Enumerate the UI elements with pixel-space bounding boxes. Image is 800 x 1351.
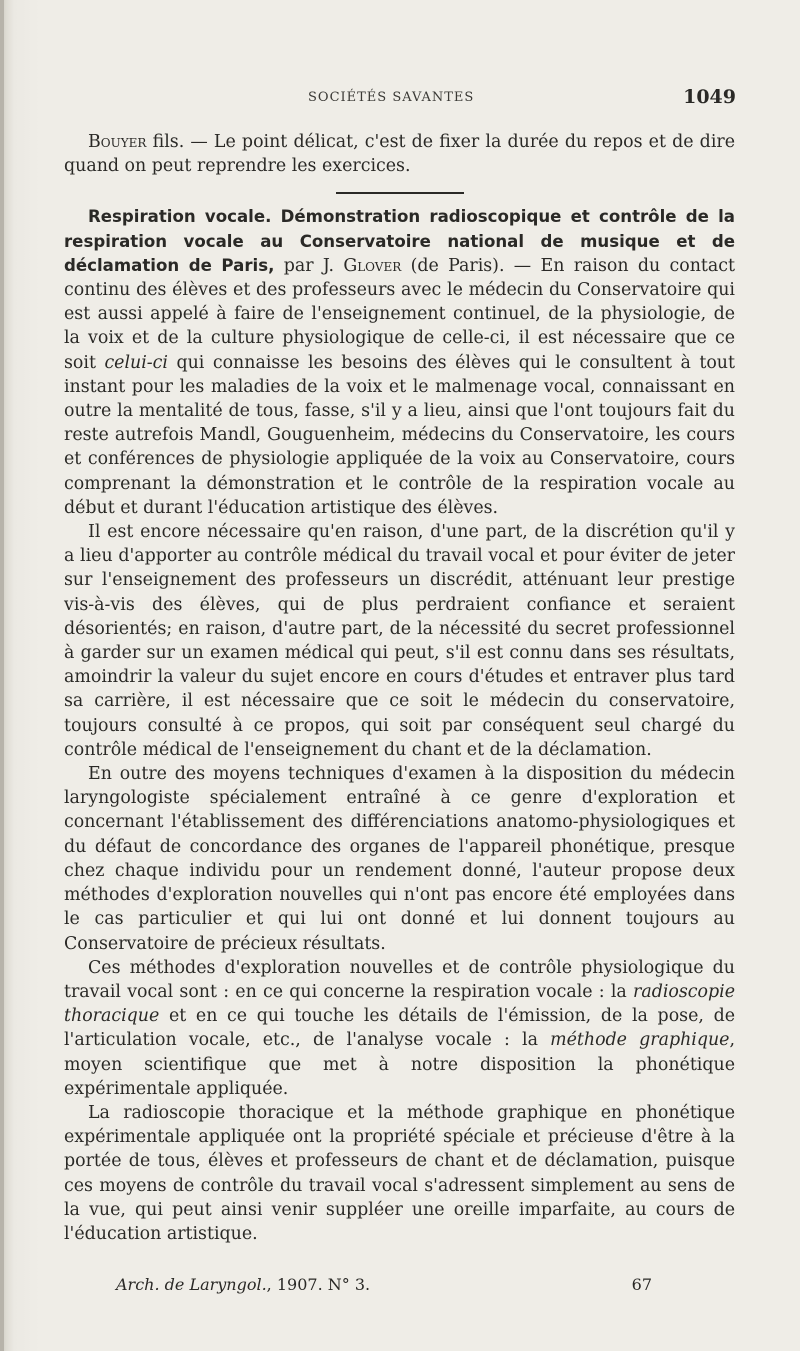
author-name: Glover [343, 255, 402, 276]
journal-reference [116, 1275, 370, 1294]
term-methode-graphique: méthode graphique [550, 1030, 730, 1051]
page-number: 1049 [683, 86, 736, 108]
speaker-name: Bouyer [88, 132, 147, 152]
term-radioscopie: radioscopie thoracique [64, 981, 735, 1027]
paragraph-4 [64, 956, 735, 1101]
paragraph-4-a: Ces méthodes d'exploration nouvelles et de contrôle physiologique du travail vocal sont : en ce qui concerne la respiration vocale : la [64, 957, 735, 1002]
paragraph-2: Il est encore nécessaire qu'en raison, d'une part, de la discrétion qu'il y a lieu d'apporter au contrôle médical du travail vocal et pour éviter de jeter sur l'enseignement des professeurs un discrédit, atténuant leur prestige vis-à-vis des élèves, qui de plus perdraient confiance et seraient désorientés; en raison, d'autre part, de la nécessité du secret professionnel à garder sur un examen médical qui peut, s'il est connu dans ses résultats, amoindrir la valeur du sujet encore en cours d'études et entraver plus tard sa carrière, il est nécessaire que ce soit le médecin du conservatoire, toujours consulté à ce propos, qui soit par conséquent seul chargé du contrôle médical de l'enseignement du chant et de la déclamation. [64, 522, 735, 760]
body-text [64, 130, 735, 1246]
page-header [64, 86, 736, 116]
speaker-remark: fils. — Le point délicat, c'est de fixer la durée du repos et de dire quand on peut reprendre les exercices. [64, 132, 735, 177]
paragraph-4-c: , moyen scientifique que met à notre disposition la phonétique expérimentale appliquée. [64, 1030, 735, 1099]
author-intro: par J. [274, 255, 344, 276]
paragraph-5: La radioscopie thoracique et la méthode graphique en phonétique expérimentale appliquée ont la propriété spéciale et précieuse d'être à la portée de tous, élèves et professeurs de chant et de déclamation, puisque ces moyens de contrôle du travail vocal s'adressent simplement au sens de la vue, qui peut ainsi venir suppléer une oreille imparfaite, au cours de l'éducation artistique. [64, 1102, 735, 1244]
paragraph-1-text: (de Paris). — En raison du contact continu des élèves et des professeurs avec le médecin du Conservatoire qui est aussi appelé à faire de l'enseignement continuel, de la physiologie, de la voix et de la culture physiologique de celle-ci, il est nécessaire que ce soit [64, 255, 736, 373]
article-title: Respiration vocale. Démonstration radioscopique et contrôle de la respiration vocale au Conservatoire national de musique et de déclamation de Paris, [64, 207, 735, 275]
paragraph-1-rest: qui connaisse les besoins des élèves qui le consultent à tout instant pour les maladies de la voix et le malmenage vocal, connaissant en outre la mentalité de tous, fasse, s'il y a lieu, ainsi que l'ont toujours fait du reste autrefois Mandl, Gouguenheim, médecins du Conservatoire, les cours et conférences de physiologie appliquée de la voix au Conservatoire, cours comprenant la démonstration et le contrôle de la respiration vocale au début et durant l'éducation artistique des élèves. [64, 352, 735, 518]
section-divider [336, 192, 464, 194]
journal-title: Arch. de Laryngol. [116, 1275, 267, 1294]
article-first-paragraph [64, 205, 735, 520]
page-footer [116, 1275, 676, 1301]
paragraph-4-b: et en ce qui touche les détails de l'émission, de la pose, de l'articulation vocale, etc., de l'analyse vocale : la [64, 1006, 735, 1051]
page-binding-edge [0, 0, 4, 1351]
signature-mark: 67 [631, 1275, 652, 1294]
running-head: SOCIÉTÉS SAVANTES [308, 90, 475, 105]
journal-details: , 1907. N° 3. [266, 1275, 371, 1294]
previous-discussion-paragraph [64, 130, 735, 178]
paragraph-3: En outre des moyens techniques d'examen à la disposition du médecin laryngologiste spécialement entraîné à ce genre d'exploration et concernant l'établissement des différenciations anatomo-physiologiques et du défaut de concordance des organes de l'appareil phonétique, presque chez chaque individu pour un rendement donné, l'auteur propose deux méthodes d'exploration nouvelles qui n'ont pas encore été employées dans le cas particulier et qui lui ont donné et lui donnent toujours au Conservatoire de précieux résultats. [64, 764, 735, 954]
paragraph-1-italic: celui-ci [104, 352, 168, 373]
